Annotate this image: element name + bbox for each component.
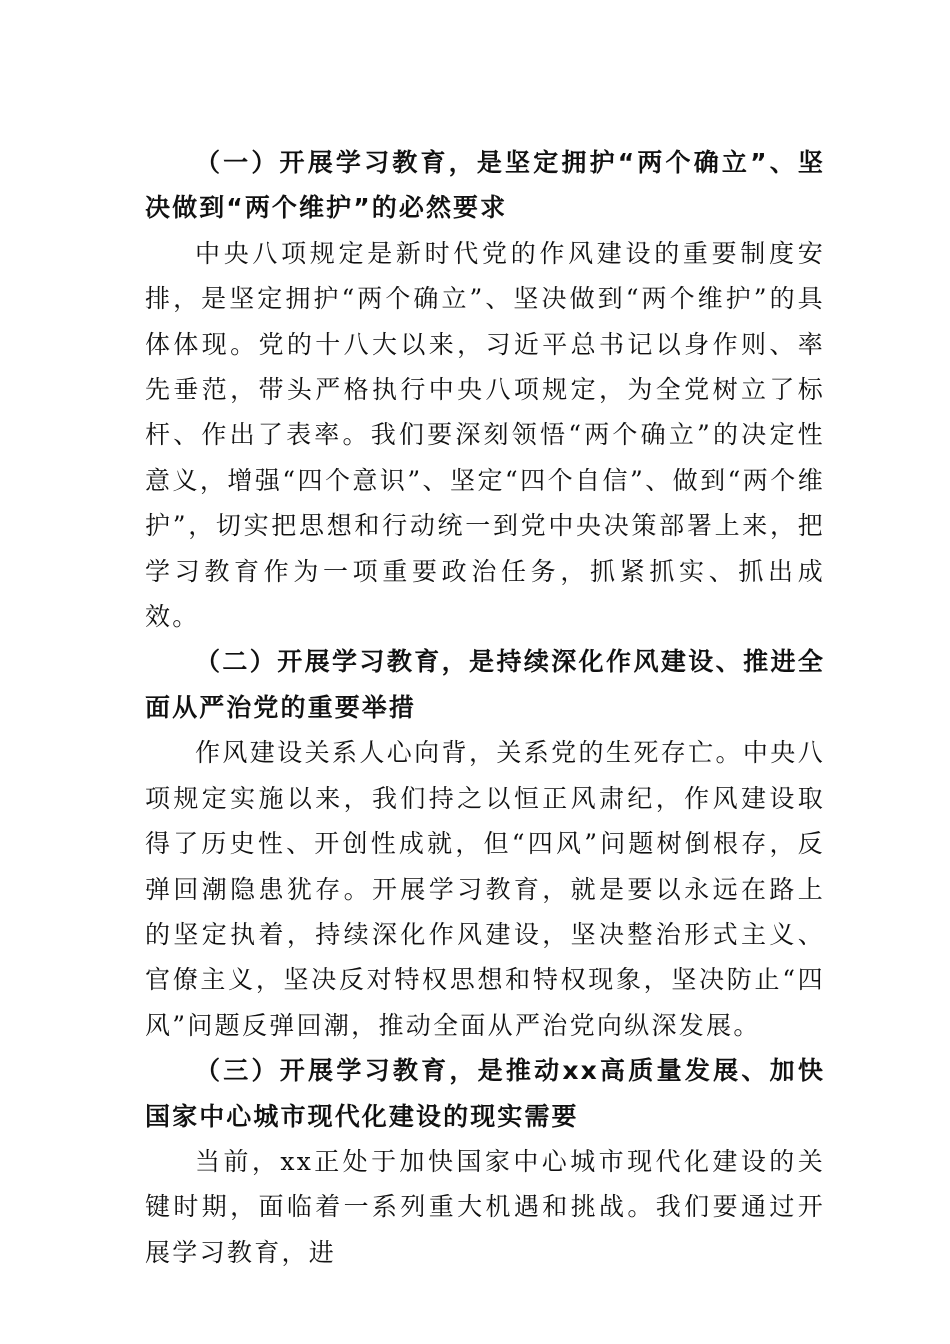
document-body	[145, 140, 825, 1275]
section-1-heading: （一）开展学习教育，是坚定拥护“两个确立”、坚决做到“两个维护”的必然要求	[145, 148, 825, 223]
section-1-paragraph: 中央八项规定是新时代党的作风建设的重要制度安排，是坚定拥护“两个确立”、坚决做到“两个维护”的具体体现。党的十八大以来，习近平总书记以身作则、率先垂范，带头严格执行中央八项规定，为全党树立了标杆、作出了表率。我们要深刻领悟“两个确立”的决定性意义，增强“四个意识”、坚定“四个自信”、做到“两个维护”，切实把思想和行动统一到党中央决策部署上来，把学习教育作为一项重要政治任务，抓紧抓实、抓出成效。	[145, 238, 825, 632]
section-2-paragraph: 作风建设关系人心向背，关系党的生死存亡。中央八项规定实施以来，我们持之以恒正风肃纪，作风建设取得了历史性、开创性成就，但“四风”问题树倒根存，反弹回潮隐患犹存。开展学习教育，就是要以永远在路上的坚定执着，持续深化作风建设，坚决整治形式主义、官僚主义，坚决反对特权思想和特权现象，坚决防止“四风”问题反弹回潮，推动全面从严治党向纵深发展。	[145, 738, 825, 1040]
section-2-heading: （二）开展学习教育，是持续深化作风建设、推进全面从严治党的重要举措	[145, 647, 825, 722]
section-3-heading: （三）开展学习教育，是推动xx高质量发展、加快国家中心城市现代化建设的现实需要	[145, 1056, 825, 1131]
section-3-paragraph: 当前，xx正处于加快国家中心城市现代化建设的关键时期，面临着一系列重大机遇和挑战。我们要通过开展学习教育，进	[145, 1146, 825, 1267]
